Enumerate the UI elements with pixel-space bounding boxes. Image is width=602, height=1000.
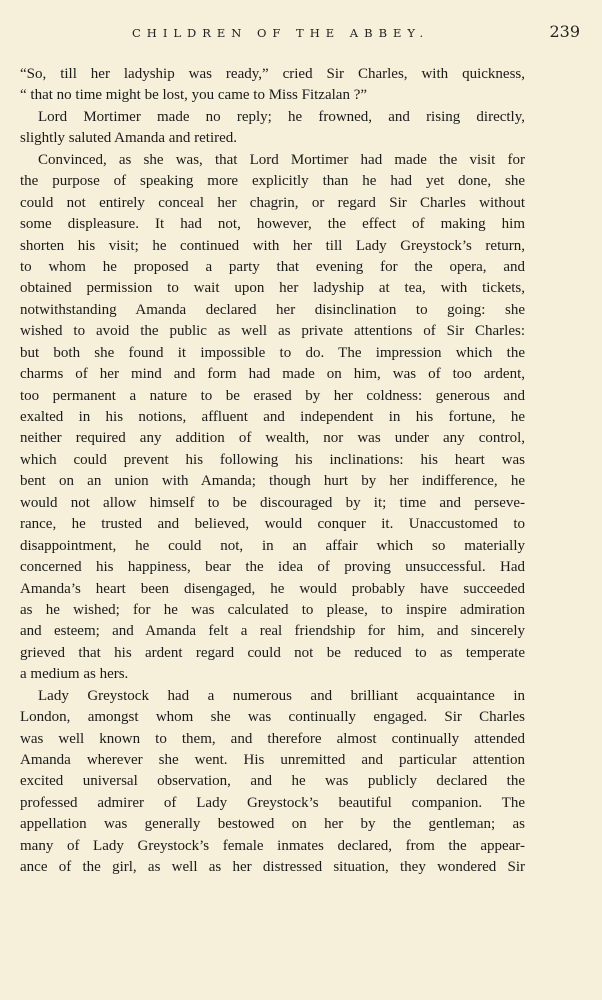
text-line: London, amongst whom she was continually engaged. Sir Charles — [20, 709, 525, 726]
text-line: ance of the girl, as well as her distressed situation, they wondered Sir — [20, 859, 525, 876]
text-line: notwithstanding Amanda declared her disinclination to going: she — [20, 301, 525, 318]
text-line: exalted in his notions, affluent and independent in his fortune, he — [20, 409, 525, 425]
text-line: which could prevent his following his inclinations: his heart was — [20, 451, 525, 468]
text-line: wished to avoid the public as well as private attentions of Sir Charles: — [20, 323, 525, 340]
running-head — [20, 22, 582, 46]
text-line: and esteem; and Amanda felt a real friendship for him, and sincerely — [20, 623, 525, 640]
text-line: concerned his happiness, bear the idea of proving unsuccessful. Had — [20, 559, 525, 576]
text-line: some displeasure. It had not, however, the effect of making him — [20, 216, 525, 233]
text-line: Convinced, as she was, that Lord Mortimer had made the visit for — [38, 151, 525, 168]
text-line: was well known to them, and therefore almost continually attended — [20, 730, 525, 747]
text-line: “ that no time might be lost, you came to Miss Fitzalan ?” — [20, 87, 368, 104]
running-title: CHILDREN OF THE ABBEY. — [132, 26, 430, 40]
text-line: as he wished; for he was calculated to please, to inspire admiration — [20, 601, 525, 618]
text-line: many of Lady Greystock’s female inmates declared, from the appear- — [20, 837, 525, 854]
text-line: appellation was generally bestowed on her by the gentleman; as — [20, 816, 525, 833]
text-line: Amanda’s heart been disengaged, he would probably have succeeded — [20, 580, 525, 597]
text-line: obtained permission to wait upon her ladyship at tea, with tickets, — [20, 280, 525, 297]
text-line: professed admirer of Lady Greystock’s beautiful companion. The — [20, 794, 525, 811]
text-line: but both she found it impossible to do. The impression which the — [20, 344, 525, 361]
text-line: shorten his visit; he continued with her till Lady Greystock’s return, — [20, 237, 525, 254]
text-line: grieved that his ardent regard could not be reduced to as temperate — [20, 644, 525, 661]
text-line: slightly saluted Amanda and retired. — [20, 130, 238, 147]
text-line: Lord Mortimer made no reply; he frowned, and rising directly, — [38, 108, 525, 125]
page-number: 239 — [549, 22, 580, 41]
text-line: too permanent a nature to be erased by her coldness: generous and — [20, 387, 525, 404]
text-line: could not entirely conceal her chagrin, or regard Sir Charles without — [20, 194, 525, 211]
text-line: to whom he proposed a party that evening for the opera, and — [20, 258, 525, 275]
text-line: bent on an union with Amanda; though hurt by her indifference, he — [20, 473, 525, 490]
text-line: “So, till her ladyship was ready,” cried Sir Charles, with quickness, — [20, 66, 525, 82]
text-line: a medium as hers. — [20, 666, 129, 683]
text-line: charms of her mind and form had made on him, was of too ardent, — [20, 366, 525, 383]
text-line: rance, he trusted and believed, would conquer it. Unaccustomed to — [20, 516, 525, 533]
text-line: Amanda wherever she went. His unremitted and particular attention — [20, 752, 525, 768]
text-line: excited universal observation, and he was publicly declared the — [20, 773, 525, 790]
text-line: Lady Greystock had a numerous and brilliant acquaintance in — [38, 687, 525, 704]
text-line: disappointment, he could not, in an affair which so materially — [20, 537, 525, 554]
text-line: neither required any addition of wealth, nor was under any control, — [20, 430, 525, 447]
text-line: the purpose of speaking more explicitly than he had yet done, she — [20, 173, 525, 190]
text-line: would not allow himself to be discouraged by it; time and perseve- — [20, 494, 525, 511]
body-text — [20, 64, 525, 879]
